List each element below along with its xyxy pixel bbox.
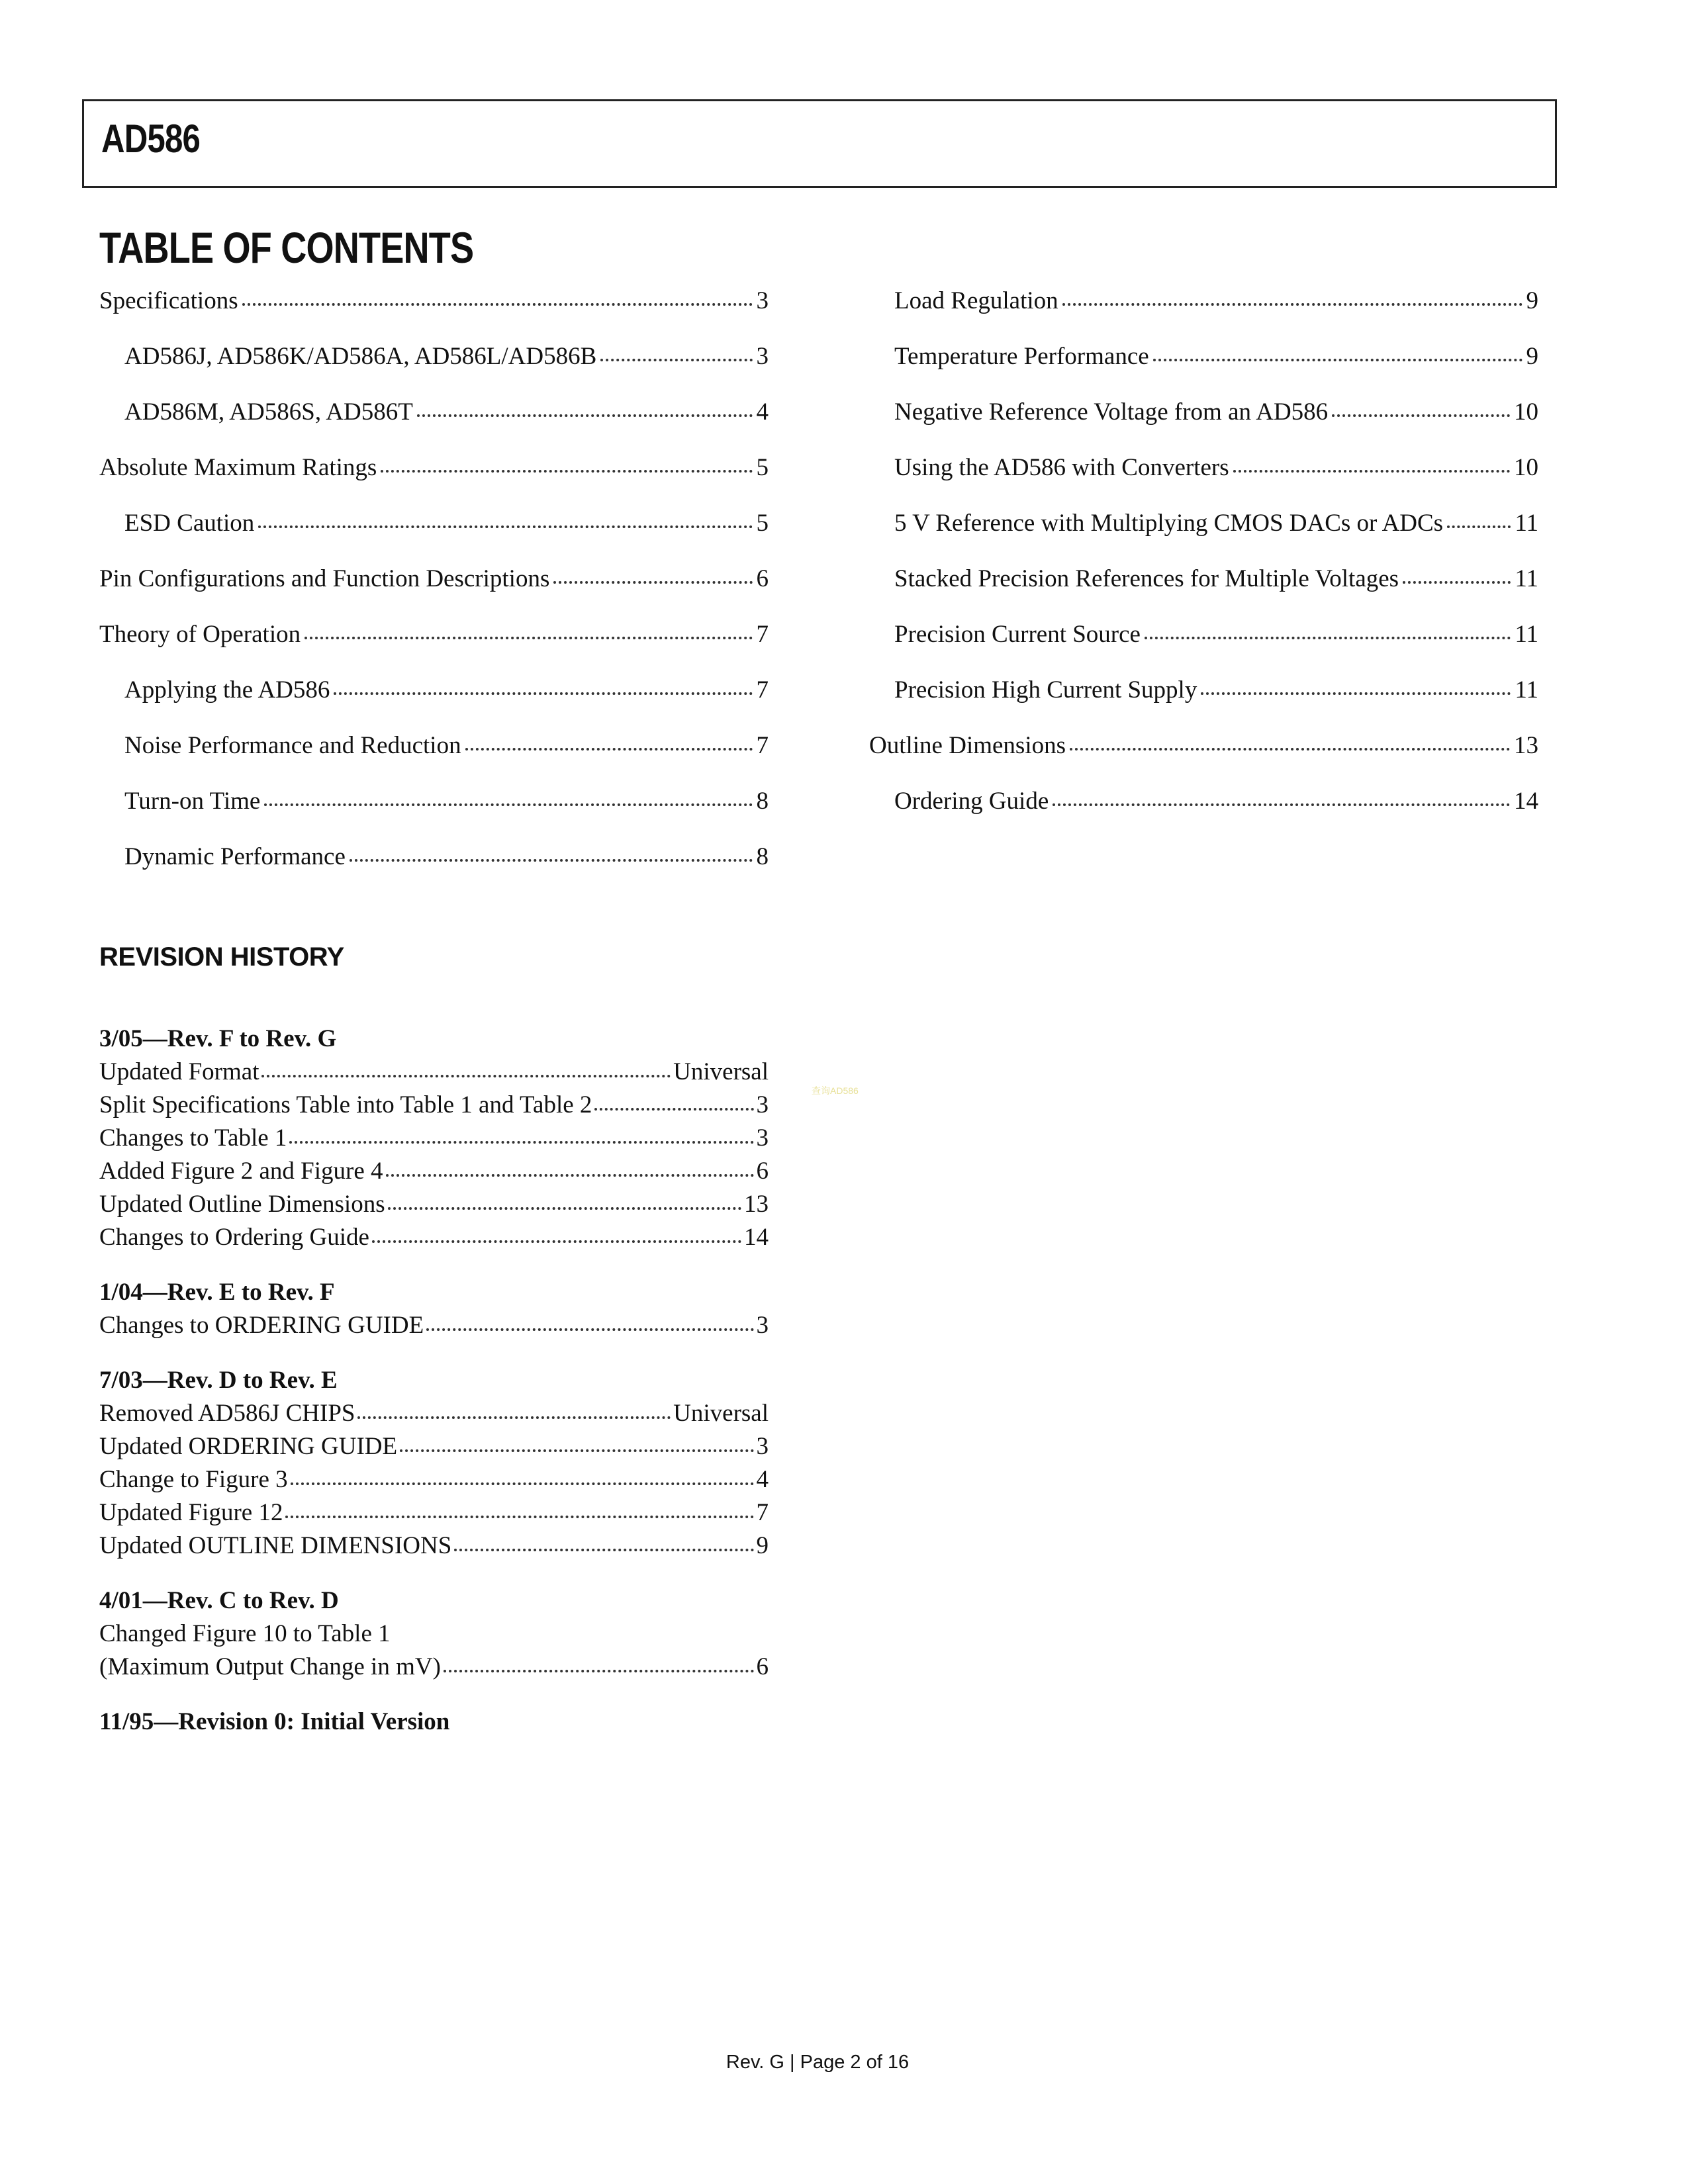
revision-line: [99, 1309, 769, 1342]
dot-leader: [1153, 359, 1523, 361]
toc-entry[interactable]: [99, 670, 769, 726]
dot-leader: [261, 1075, 671, 1077]
toc-entry-page: 3: [756, 343, 769, 370]
dot-leader: [1201, 692, 1511, 695]
toc-entry-page: 11: [1515, 621, 1538, 648]
revision-line-label: Updated OUTLINE DIMENSIONS: [99, 1532, 452, 1559]
header-box: [82, 99, 1557, 188]
revision-title: 3/05—Rev. F to Rev. G: [99, 1025, 337, 1052]
toc-entry[interactable]: [99, 337, 769, 392]
dot-leader: [1145, 637, 1511, 639]
dot-leader: [291, 1482, 754, 1485]
revision-line-page: 3: [756, 1312, 769, 1339]
toc-entry-page: 6: [756, 565, 769, 592]
toc-entry-page: 8: [756, 788, 769, 815]
revision-line: [99, 1155, 769, 1188]
revision-line-page: 6: [756, 1158, 769, 1185]
revision-line-label: Changes to Table 1: [99, 1124, 287, 1152]
toc-entry-page: 10: [1514, 398, 1538, 426]
toc-entry[interactable]: [99, 782, 769, 837]
revision-line-page: 3: [756, 1091, 769, 1118]
revision-line: [99, 1496, 769, 1529]
revision-line-page: 4: [756, 1466, 769, 1493]
toc-entry[interactable]: [99, 726, 769, 782]
revision-line-label: (Maximum Output Change in mV): [99, 1653, 441, 1680]
revision-line-label: Updated ORDERING GUIDE: [99, 1433, 398, 1460]
dot-leader: [553, 581, 752, 584]
revision-line-label: Updated Figure 12: [99, 1499, 283, 1526]
dot-leader: [357, 1416, 671, 1419]
toc-entry[interactable]: [869, 726, 1538, 782]
toc-entry[interactable]: [99, 448, 769, 504]
revision-line: [99, 1056, 769, 1089]
toc-entry[interactable]: [869, 615, 1538, 670]
dot-leader: [465, 748, 753, 751]
toc-entry-label: Ordering Guide: [894, 788, 1049, 815]
revision-line-page: 3: [756, 1433, 769, 1460]
toc-entry[interactable]: [869, 504, 1538, 559]
revision-line-label: Added Figure 2 and Figure 4: [99, 1158, 383, 1185]
revision-title: 4/01—Rev. C to Rev. D: [99, 1587, 339, 1614]
toc-entry-label: Absolute Maximum Ratings: [99, 454, 377, 481]
page-footer: Rev. G | Page 2 of 16: [726, 2052, 910, 2073]
revision-title: 7/03—Rev. D to Rev. E: [99, 1367, 338, 1394]
revision-line-page: 14: [744, 1224, 769, 1251]
revision-group: [99, 1584, 769, 1684]
toc-entry[interactable]: [99, 392, 769, 448]
toc-right-column: [869, 281, 1538, 837]
toc-entry-page: 11: [1515, 565, 1538, 592]
toc-entry-label: Stacked Precision References for Multiple Voltages: [894, 565, 1399, 592]
dot-leader: [381, 470, 752, 473]
toc-entry-label: Precision High Current Supply: [894, 676, 1197, 704]
revision-line-page: 13: [744, 1191, 769, 1218]
toc-entry-label: Pin Configurations and Function Descriptions: [99, 565, 550, 592]
toc-entry[interactable]: [869, 281, 1538, 337]
toc-entry[interactable]: [869, 448, 1538, 504]
dot-leader: [400, 1449, 753, 1452]
toc-entry-page: 13: [1514, 732, 1538, 759]
toc-entry[interactable]: [869, 337, 1538, 392]
revision-line: [99, 1188, 769, 1221]
toc-entry-page: 11: [1515, 510, 1538, 537]
dot-leader: [1062, 303, 1523, 306]
revision-line-page: Universal: [673, 1058, 769, 1085]
revision-title: 11/95—Revision 0: Initial Version: [99, 1708, 450, 1735]
dot-leader: [444, 1670, 754, 1672]
revision-line-label: Changes to Ordering Guide: [99, 1224, 369, 1251]
toc-entry-page: 7: [756, 621, 769, 648]
toc-entry-label: AD586M, AD586S, AD586T: [124, 398, 413, 426]
toc-entry-label: Specifications: [99, 287, 238, 314]
toc-entry[interactable]: [99, 281, 769, 337]
dot-leader: [454, 1549, 753, 1551]
revision-line: [99, 1397, 769, 1430]
toc-entry-label: Negative Reference Voltage from an AD586: [894, 398, 1329, 426]
dot-leader: [258, 525, 752, 528]
watermark: 查询AD586: [812, 1085, 859, 1096]
toc-entry-page: 7: [756, 676, 769, 704]
toc-entry-label: Turn-on Time: [124, 788, 261, 815]
revision-line: [99, 1122, 769, 1155]
dot-leader: [242, 303, 753, 306]
revision-line-label: Changed Figure 10 to Table 1: [99, 1620, 391, 1647]
dot-leader: [417, 414, 753, 417]
toc-entry-page: 5: [756, 510, 769, 537]
toc-entry-page: 14: [1514, 788, 1538, 815]
dot-leader: [1070, 748, 1510, 751]
toc-entry-label: Theory of Operation: [99, 621, 301, 648]
toc-entry-label: Outline Dimensions: [869, 732, 1066, 759]
toc-entry-page: 10: [1514, 454, 1538, 481]
toc-entry[interactable]: [99, 615, 769, 670]
revision-title: 1/04—Rev. E to Rev. F: [99, 1279, 335, 1306]
revision-group: [99, 1276, 769, 1342]
dot-leader: [1403, 581, 1511, 584]
toc-entry[interactable]: [869, 392, 1538, 448]
revision-group: [99, 1706, 769, 1739]
revision-line: [99, 1463, 769, 1496]
dot-leader: [289, 1141, 753, 1144]
revision-line-label: Updated Outline Dimensions: [99, 1191, 385, 1218]
toc-entry[interactable]: [869, 670, 1538, 726]
dot-leader: [386, 1174, 754, 1177]
toc-entry-page: 9: [1526, 343, 1538, 370]
revision-line-label: Change to Figure 3: [99, 1466, 288, 1493]
toc-entry-label: 5 V Reference with Multiplying CMOS DACs or ADCs: [894, 510, 1444, 537]
revision-history-list: [99, 1023, 769, 1760]
toc-entry-label: Precision Current Source: [894, 621, 1141, 648]
toc-entry-label: ESD Caution: [124, 510, 255, 537]
toc-entry-label: Dynamic Performance: [124, 843, 346, 870]
dot-leader: [1447, 525, 1511, 528]
dot-leader: [426, 1328, 753, 1331]
toc-entry-label: Load Regulation: [894, 287, 1058, 314]
revision-line: [99, 1651, 769, 1684]
revision-line: [99, 1617, 769, 1651]
toc-entry-label: AD586J, AD586K/AD586A, AD586L/AD586B: [124, 343, 597, 370]
revision-group: [99, 1364, 769, 1563]
toc-entry-page: 4: [756, 398, 769, 426]
toc-entry-label: Temperature Performance: [894, 343, 1149, 370]
revision-line: [99, 1089, 769, 1122]
dot-leader: [1233, 470, 1510, 473]
toc-entry-page: 9: [1526, 287, 1538, 314]
toc-entry-page: 8: [756, 843, 769, 870]
part-number-title: AD586: [101, 116, 201, 161]
dot-leader: [600, 359, 752, 361]
dot-leader: [334, 692, 752, 695]
toc-entry-page: 5: [756, 454, 769, 481]
revision-line-label: Removed AD586J CHIPS: [99, 1400, 355, 1427]
revision-line-page: 6: [756, 1653, 769, 1680]
revision-line-page: 3: [756, 1124, 769, 1152]
toc-entry[interactable]: [99, 837, 769, 893]
dot-leader: [1053, 803, 1510, 806]
revision-line-page: Universal: [673, 1400, 769, 1427]
revision-line-page: 7: [756, 1499, 769, 1526]
toc-entry-page: 3: [756, 287, 769, 314]
dot-leader: [305, 637, 752, 639]
dot-leader: [388, 1207, 741, 1210]
dot-leader: [594, 1108, 753, 1111]
toc-entry-label: Using the AD586 with Converters: [894, 454, 1229, 481]
toc-entry-page: 11: [1515, 676, 1538, 704]
revision-line-label: Updated Format: [99, 1058, 259, 1085]
dot-leader: [372, 1240, 741, 1243]
toc-heading: TABLE OF CONTENTS: [99, 223, 474, 272]
revision-line: [99, 1529, 769, 1563]
revision-line-label: Split Specifications Table into Table 1 and Table 2: [99, 1091, 592, 1118]
revision-line: [99, 1430, 769, 1463]
toc-left-column: [99, 281, 769, 893]
toc-entry[interactable]: [869, 559, 1538, 615]
dot-leader: [264, 803, 752, 806]
revision-history-heading: REVISION HISTORY: [99, 942, 344, 972]
revision-line-label: Changes to ORDERING GUIDE: [99, 1312, 424, 1339]
toc-entry[interactable]: [869, 782, 1538, 837]
dot-leader: [285, 1516, 753, 1518]
toc-entry-page: 7: [756, 732, 769, 759]
revision-group: [99, 1023, 769, 1254]
revision-line-page: 9: [756, 1532, 769, 1559]
toc-entry[interactable]: [99, 559, 769, 615]
dot-leader: [1332, 414, 1510, 417]
toc-entry-label: Noise Performance and Reduction: [124, 732, 461, 759]
revision-line: [99, 1221, 769, 1254]
dot-leader: [350, 859, 753, 862]
toc-entry[interactable]: [99, 504, 769, 559]
toc-entry-label: Applying the AD586: [124, 676, 330, 704]
